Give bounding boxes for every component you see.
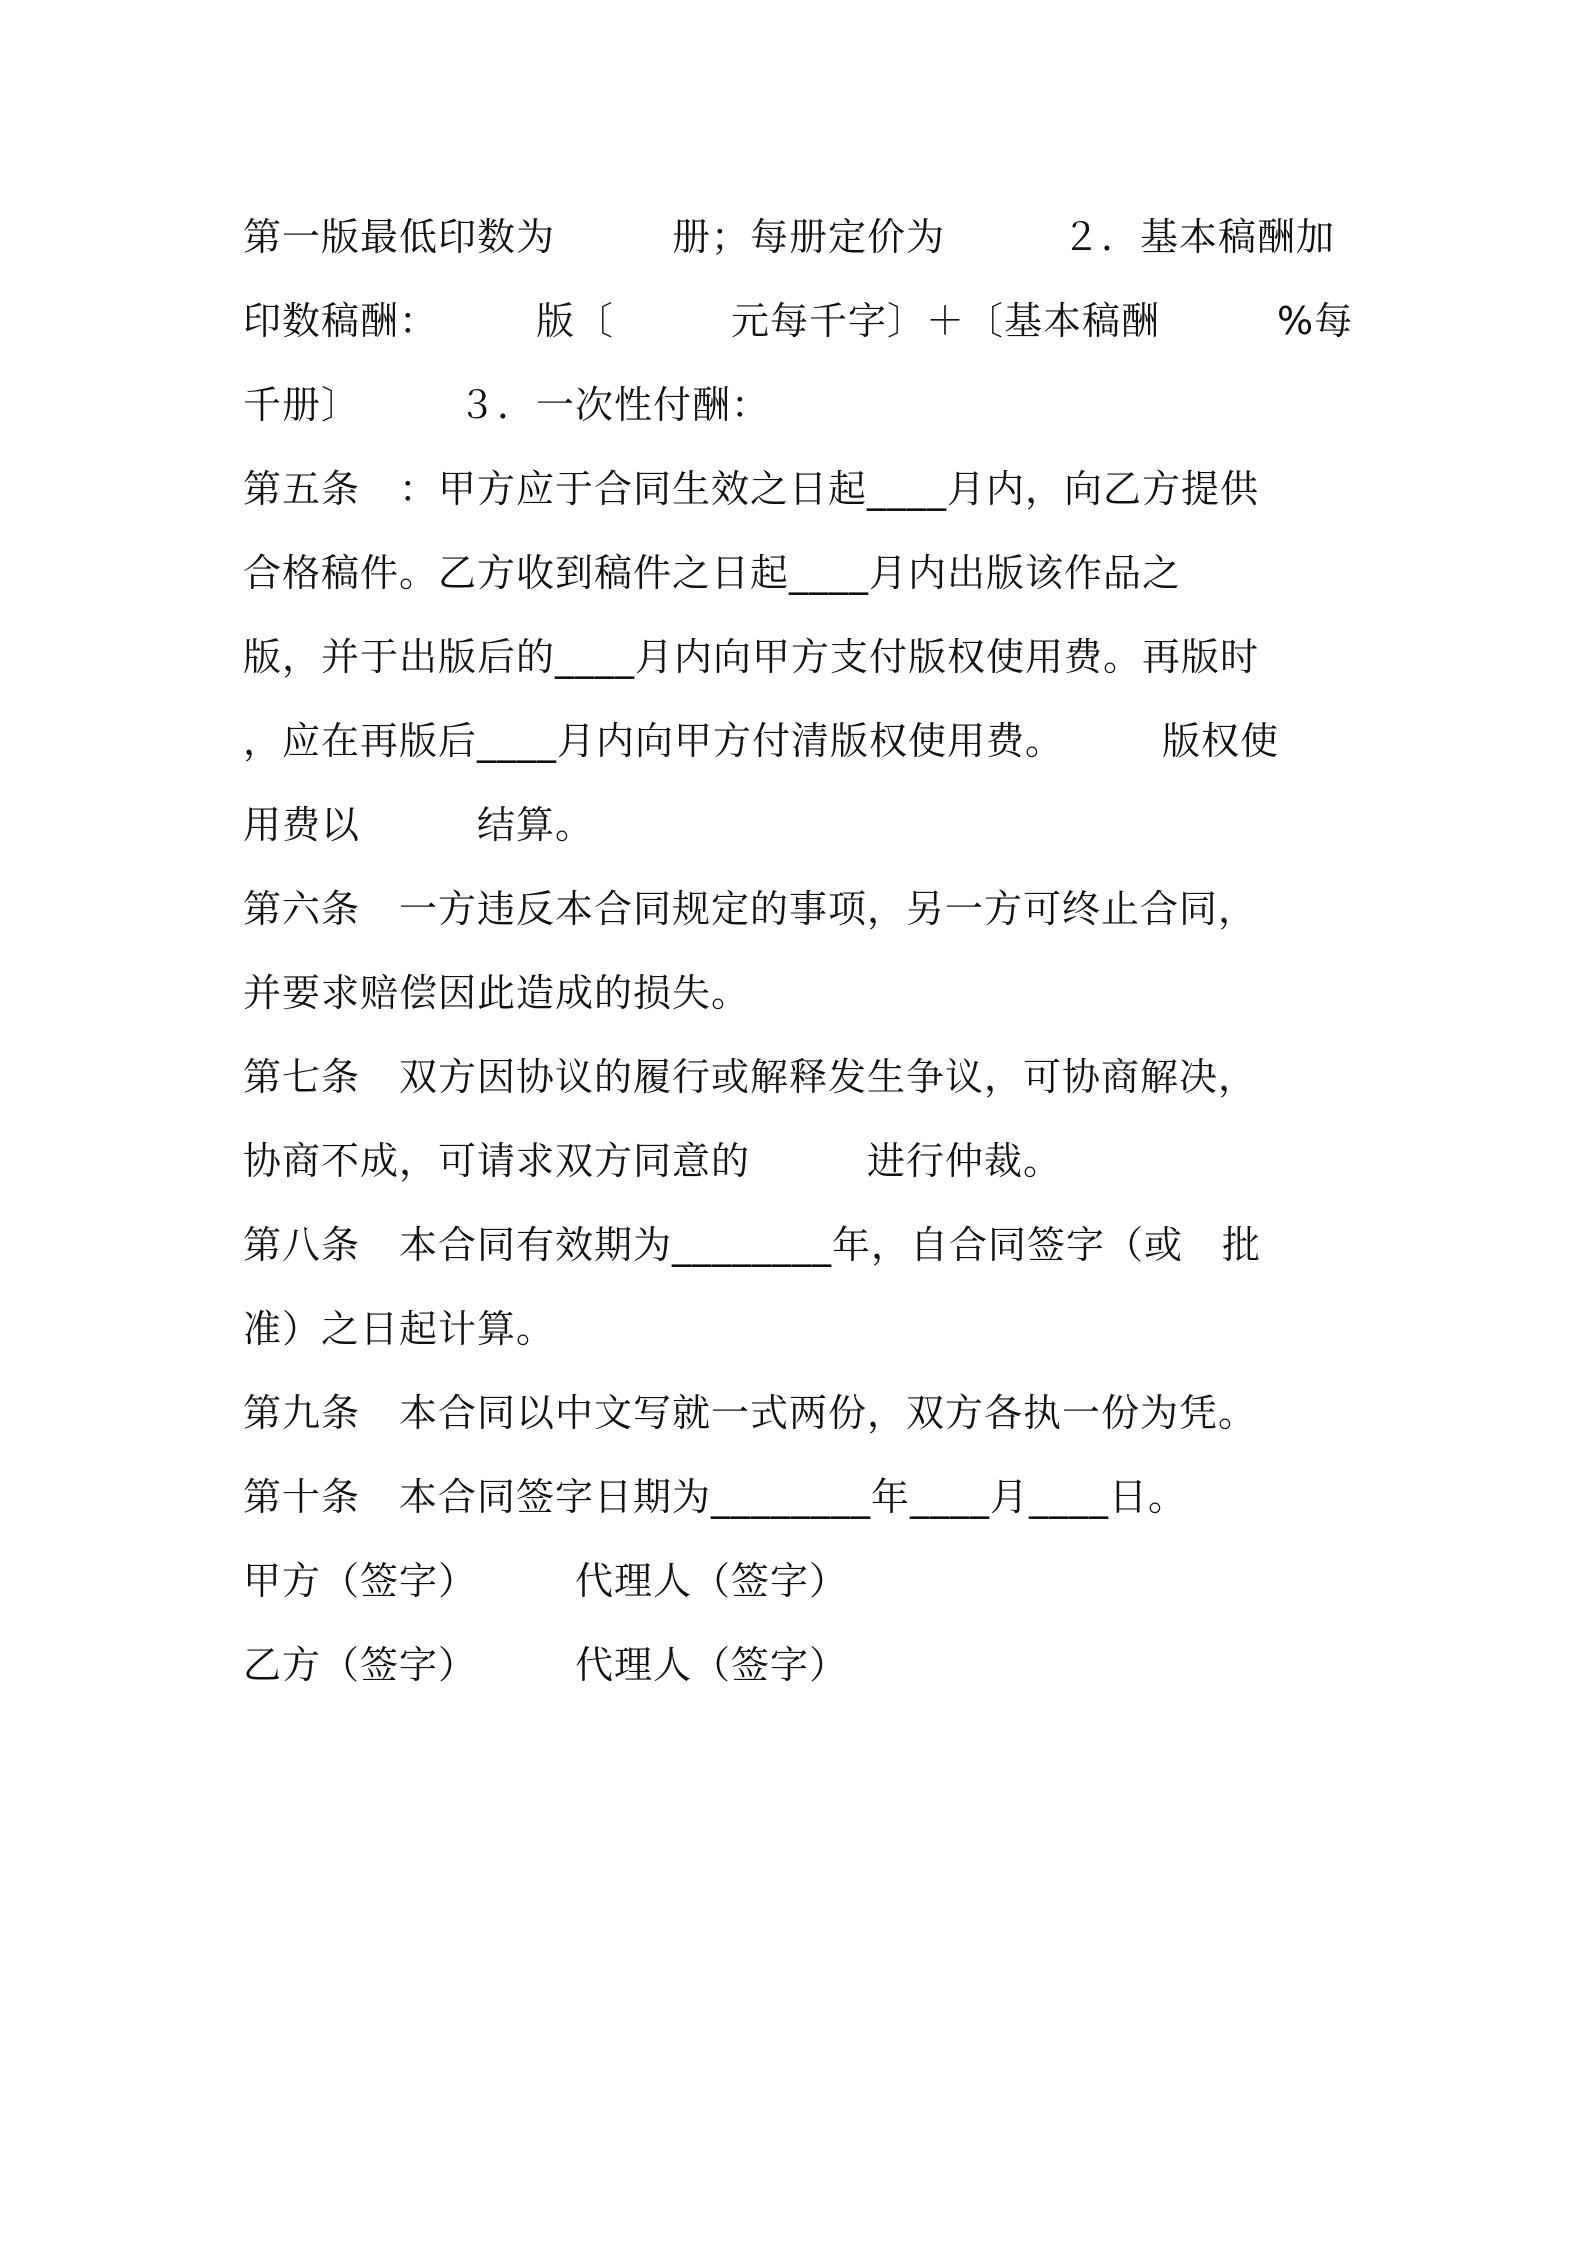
article-5-line-5: 用费以 结算。	[243, 803, 595, 847]
article-7-line-1: 第七条 双方因协议的履行或解释发生争议，可协商解决，	[243, 1055, 1258, 1099]
article-8-line-1: 第八条 本合同有效期为________年，自合同签字（或 批	[243, 1223, 1262, 1267]
text-line-1: 第一版最低印数为 册；每册定价为 ２．基本稿酬加	[243, 215, 1336, 259]
article-5-line-3: 版，并于出版后的____月内向甲方支付版权使用费。再版时	[243, 635, 1260, 679]
article-5-line-4: ，应在再版后____月内向甲方付清版权使用费。 版权使	[243, 719, 1280, 763]
party-b-signature-line: 乙方（签字） 代理人（签字）	[243, 1643, 849, 1687]
text-line-2: 印数稿酬： 版〔 元每千字〕＋〔基本稿酬 %每	[243, 299, 1354, 343]
party-a-signature-line: 甲方（签字） 代理人（签字）	[243, 1559, 849, 1603]
text-line-3: 千册〕 ３．一次性付酬：	[243, 383, 771, 427]
article-9-line: 第九条 本合同以中文写就一式两份，双方各执一份为凭。	[243, 1391, 1258, 1435]
article-10-line: 第十条 本合同签字日期为________年____月____日。	[243, 1475, 1188, 1519]
article-5-line-2: 合格稿件。乙方收到稿件之日起____月内出版该作品之	[243, 551, 1182, 595]
article-5-line-1: 第五条 ：甲方应于合同生效之日起____月内，向乙方提供	[243, 467, 1260, 511]
article-6-line-1: 第六条 一方违反本合同规定的事项，另一方可终止合同，	[243, 887, 1258, 931]
article-8-line-2: 准）之日起计算。	[243, 1307, 556, 1351]
contract-body	[243, 195, 1363, 1707]
article-7-line-2: 协商不成，可请求双方同意的 进行仲裁。	[243, 1139, 1063, 1183]
article-6-line-2: 并要求赔偿因此造成的损失。	[243, 971, 751, 1015]
